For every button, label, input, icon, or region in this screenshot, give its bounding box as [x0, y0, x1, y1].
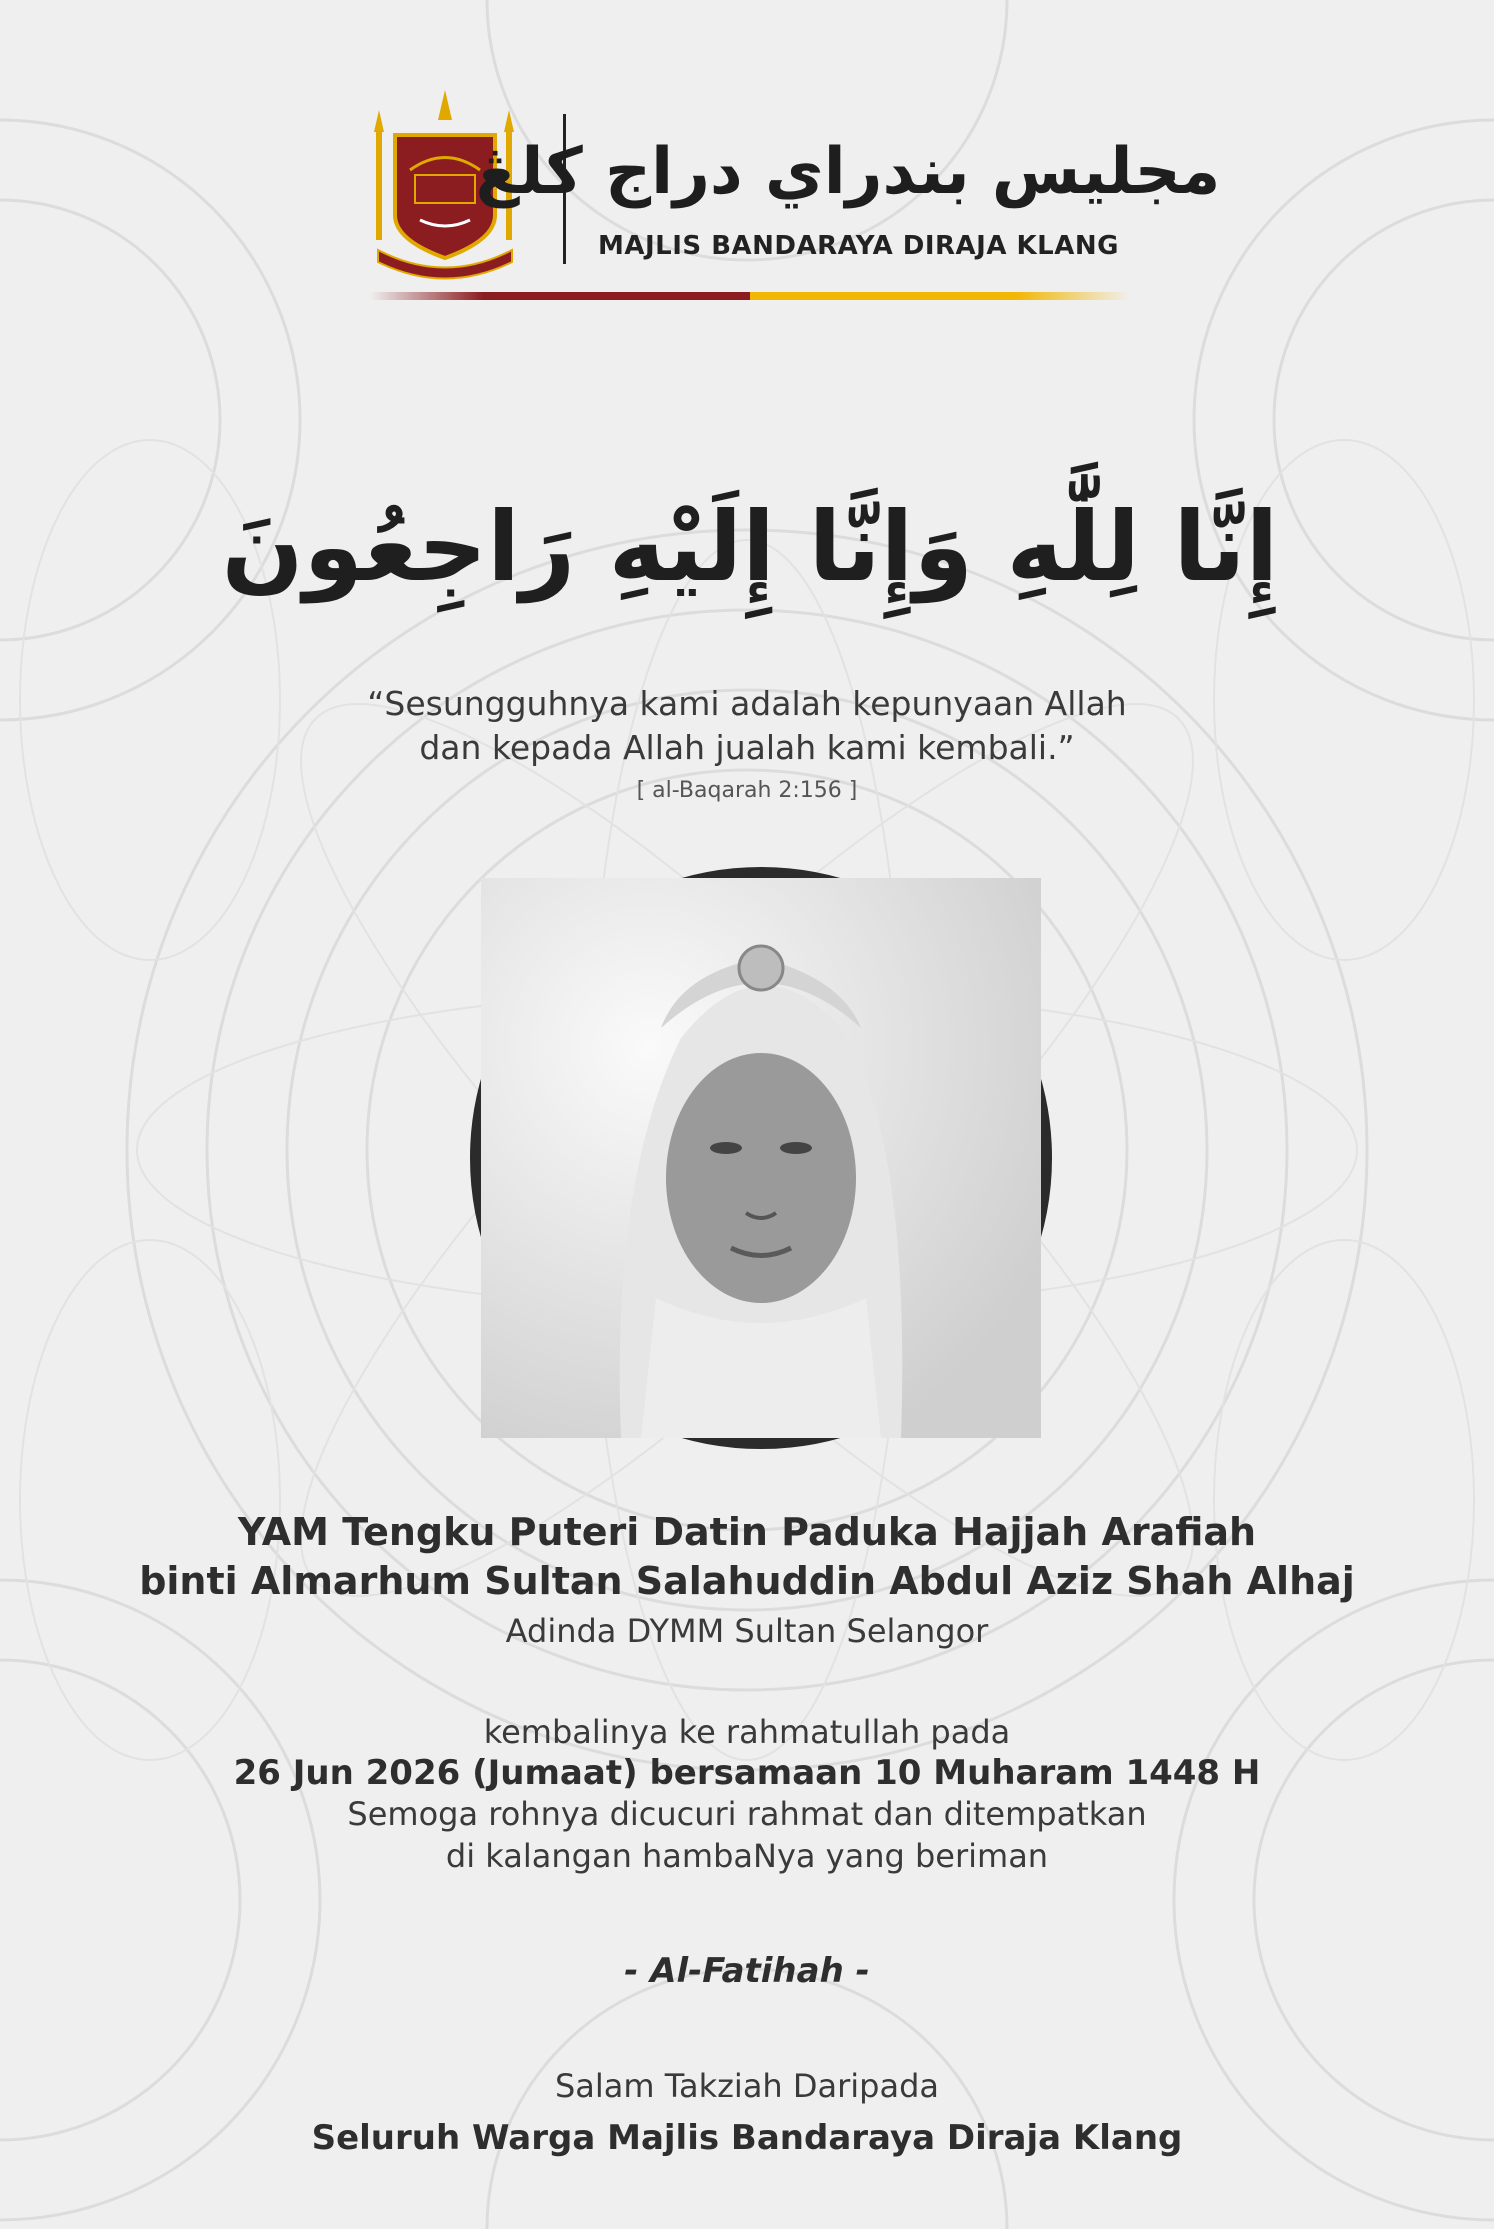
translation-line-1: “Sesungguhnya kami adalah kepunyaan Allah [367, 684, 1127, 723]
header-color-rule [370, 292, 1130, 300]
deceased-name-line-2: binti Almarhum Sultan Salahuddin Abdul Aziz Shah Alhaj [139, 1559, 1355, 1603]
ayah-arabic-text: إِنَّا لِلَّٰهِ وَإِنَّا إِلَيْهِ رَاجِعُونَ [221, 491, 1279, 603]
passing-date: 26 Jun 2026 (Jumaat) bersamaan 10 Muharam 1448 H [233, 1753, 1261, 1793]
ayah-arabic-calligraphy [221, 380, 1279, 680]
jawi-name-text: مجليس بندراي دراج کلڠ [475, 135, 1221, 209]
condolence-from-org: Seluruh Warga Majlis Bandaraya Diraja Klang [311, 2118, 1183, 2158]
ayah-reference: [ al-Baqarah 2:156 ] [636, 778, 858, 803]
portrait-photo [470, 867, 1052, 1449]
header [370, 90, 1221, 310]
ayah-translation [0, 682, 1494, 770]
prayer-line-2: di kalangan hambaNya yang beriman [445, 1837, 1049, 1875]
message-intro: kembalinya ke rahmatullah pada [483, 1713, 1011, 1751]
jawi-name-calligraphy [475, 108, 1221, 228]
condolence-from-label: Salam Takziah Daripada [554, 2067, 940, 2105]
translation-line-2: dan kepada Allah jualah kami kembali.” [419, 728, 1075, 767]
deceased-relation: Adinda DYMM Sultan Selangor [505, 1612, 989, 1650]
portrait-figure [481, 878, 1041, 1438]
deceased-name-line-1: YAM Tengku Puteri Datin Paduka Hajjah Arafiah [237, 1510, 1257, 1554]
al-fatihah: - Al-Fatihah - [624, 1951, 870, 1991]
prayer-line-1: Semoga rohnya dicucuri rahmat dan ditempatkan [347, 1795, 1147, 1833]
org-name: MAJLIS BANDARAYA DIRAJA KLANG [598, 231, 1119, 261]
